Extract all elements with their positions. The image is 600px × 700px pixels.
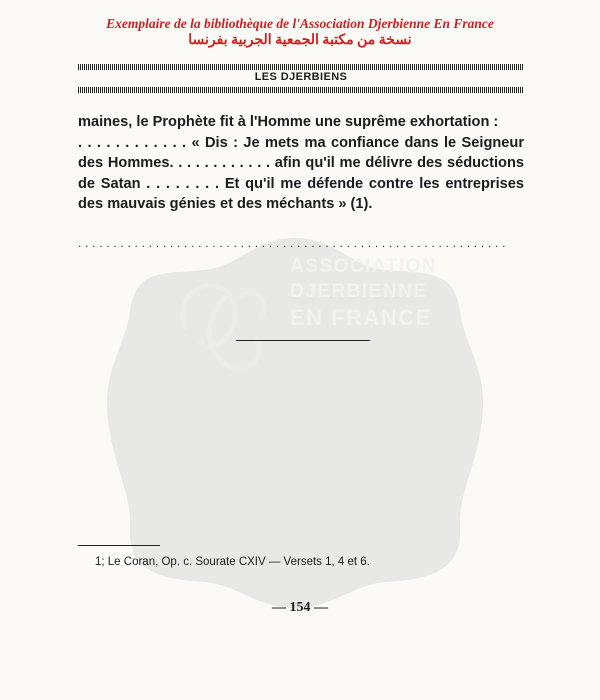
footnote-rule <box>78 545 160 546</box>
library-stamp-arabic: نسخة من مكتبة الجمعية الجربية بفرنسا <box>188 33 412 48</box>
association-logo-watermark <box>100 230 490 610</box>
running-head: LES DJERBIENS <box>254 71 348 83</box>
body-text <box>78 112 524 215</box>
watermark-text-line-2: DJERBIENNE <box>290 281 428 302</box>
footnote: 1; Le Coran, Op. c. Sourate CXIV — Versets 1, 4 et 6. <box>95 556 370 568</box>
paragraph-2: . . . . . . . . . . . . « Dis : Je mets ma confiance dans le Seigneur des Hommes. . . . . . . . . . . . afin qu'il me délivre des séductions de Satan . . . . . . . . Et qu'il me défende contre les entreprises des mauvais génies et des méchants » (1). <box>78 134 524 212</box>
section-separator <box>236 340 370 341</box>
library-stamp-french: Exemplaire de la bibliothèque de l'Association Djerbienne En France <box>106 16 494 31</box>
header-rule-top <box>78 64 524 70</box>
dotted-line: . . . . . . . . . . . . . . . . . . . . . . . . . . . . . . . . . . . . . . . . . . . . . . . . . . . . . . . . . . . . . <box>78 236 506 250</box>
paragraph-1: maines, le Prophète fit à l'Homme une suprême exhortation : <box>78 114 499 130</box>
watermark-text-line-1: ASSOCIATION <box>290 256 438 277</box>
watermark-text-line-3: EN FRANCE <box>290 305 432 330</box>
page-number: — 154 — <box>272 600 328 615</box>
header-rule-bottom <box>78 87 524 93</box>
